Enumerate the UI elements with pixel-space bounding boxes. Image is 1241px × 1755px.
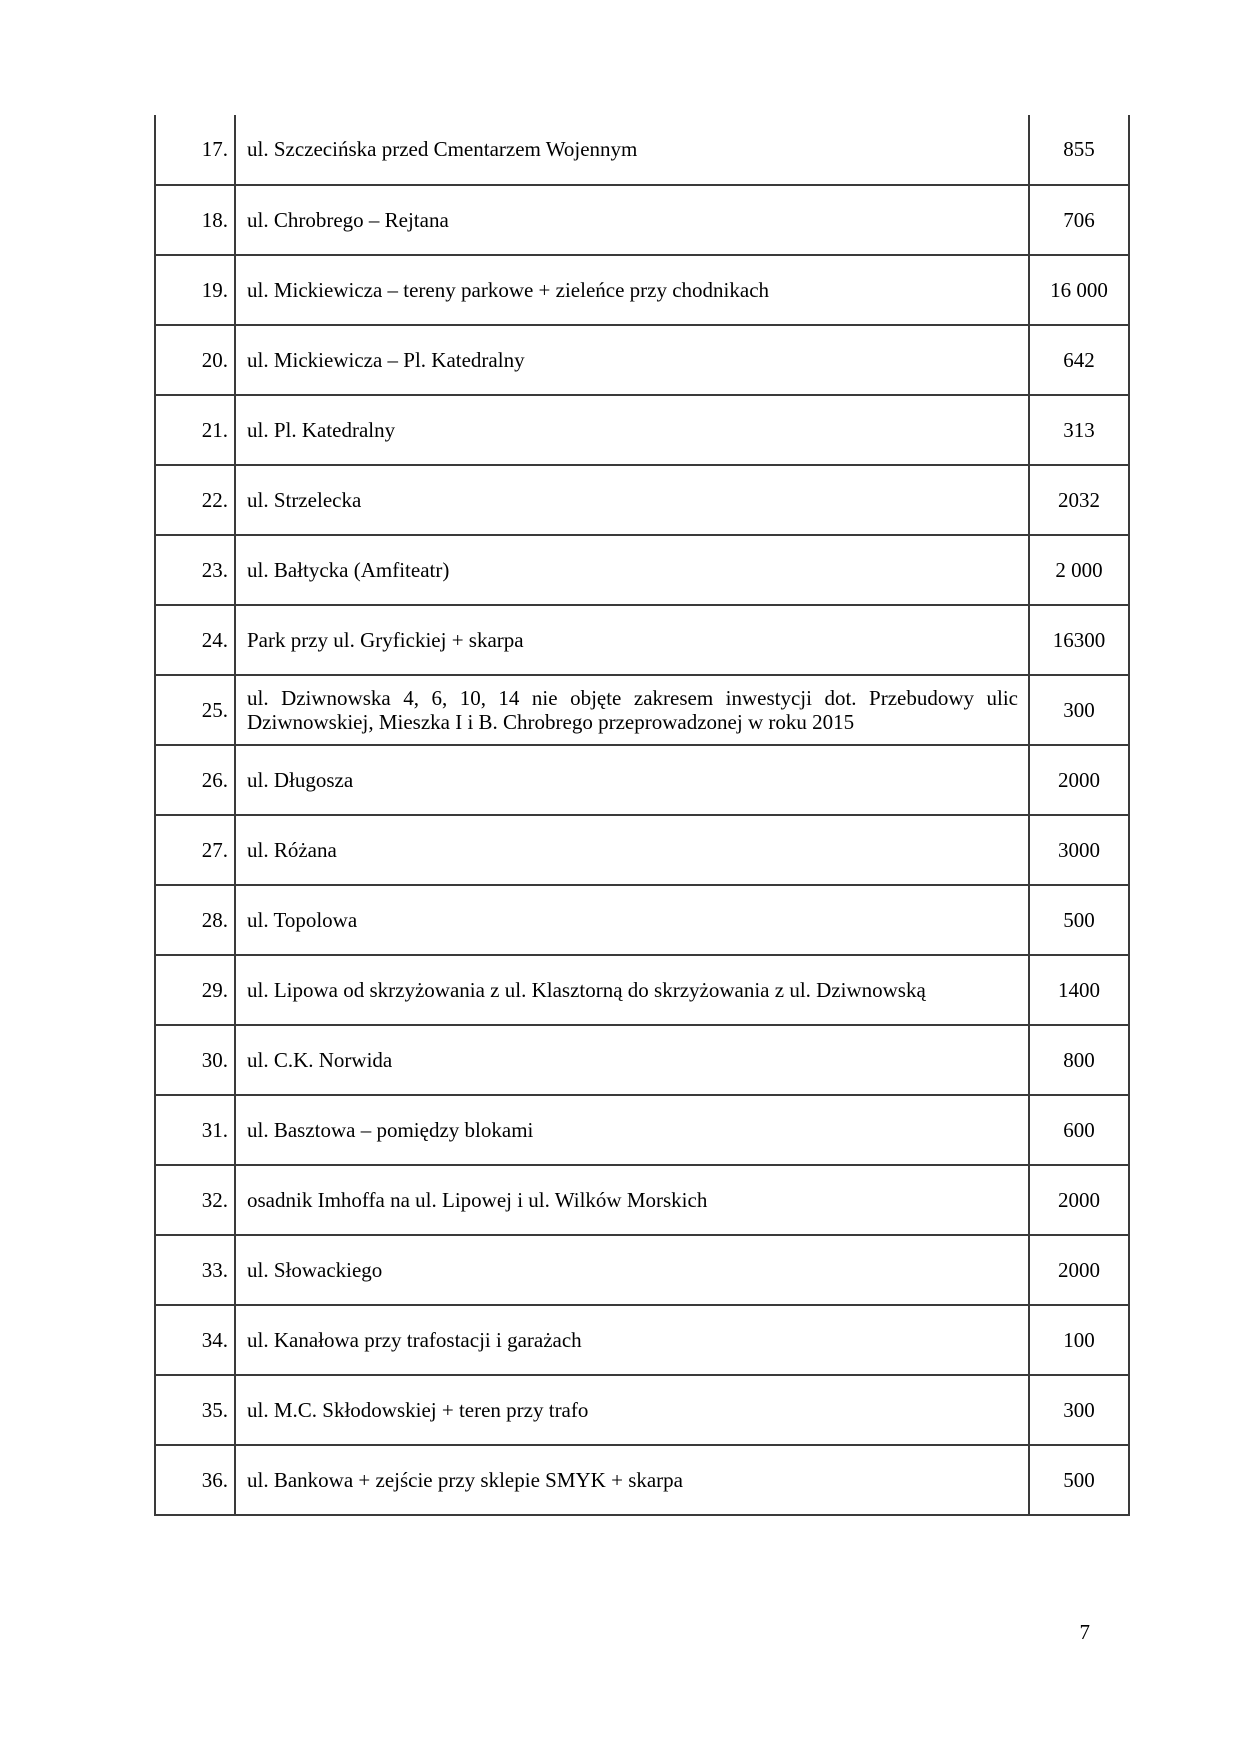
row-number-cell: 18.	[155, 185, 235, 255]
row-number-cell: 22.	[155, 465, 235, 535]
area-value-cell: 706	[1029, 185, 1129, 255]
location-description-cell: ul. Różana	[235, 815, 1029, 885]
table-row	[155, 1375, 1129, 1445]
row-number-cell: 33.	[155, 1235, 235, 1305]
area-value-cell: 2 000	[1029, 535, 1129, 605]
row-number-cell: 20.	[155, 325, 235, 395]
table-row	[155, 605, 1129, 675]
table-row	[155, 115, 1129, 185]
row-number-cell: 17.	[155, 115, 235, 185]
area-value-cell: 500	[1029, 885, 1129, 955]
row-number-cell: 27.	[155, 815, 235, 885]
table-row	[155, 815, 1129, 885]
table-row	[155, 325, 1129, 395]
location-description-cell: ul. Mickiewicza – tereny parkowe + zieleńce przy chodnikach	[235, 255, 1029, 325]
area-value-cell: 16 000	[1029, 255, 1129, 325]
location-description-cell: ul. Strzelecka	[235, 465, 1029, 535]
table-row	[155, 1025, 1129, 1095]
maintenance-areas-table	[154, 115, 1130, 1516]
area-value-cell: 2032	[1029, 465, 1129, 535]
table-row	[155, 745, 1129, 815]
row-number-cell: 30.	[155, 1025, 235, 1095]
location-description-cell: ul. Słowackiego	[235, 1235, 1029, 1305]
area-value-cell: 2000	[1029, 1235, 1129, 1305]
table-row	[155, 535, 1129, 605]
location-description-cell: ul. Długosza	[235, 745, 1029, 815]
row-number-cell: 35.	[155, 1375, 235, 1445]
location-description-cell: ul. Mickiewicza – Pl. Katedralny	[235, 325, 1029, 395]
area-value-cell: 300	[1029, 1375, 1129, 1445]
row-number-cell: 26.	[155, 745, 235, 815]
row-number-cell: 24.	[155, 605, 235, 675]
table-row	[155, 185, 1129, 255]
area-value-cell: 300	[1029, 675, 1129, 745]
location-description-cell: ul. Dziwnowska 4, 6, 10, 14 nie objęte zakresem inwestycji dot. Przebudowy ulic Dziwnowskiej, Mieszka I i B. Chrobrego przeprowadzonej w roku 2015	[235, 675, 1029, 745]
location-description-cell: ul. M.C. Skłodowskiej + teren przy trafo	[235, 1375, 1029, 1445]
row-number-cell: 25.	[155, 675, 235, 745]
table-body	[155, 115, 1129, 1515]
location-description-cell: ul. Bałtycka (Amfiteatr)	[235, 535, 1029, 605]
row-number-cell: 23.	[155, 535, 235, 605]
table-row	[155, 1095, 1129, 1165]
table-row	[155, 1165, 1129, 1235]
area-value-cell: 600	[1029, 1095, 1129, 1165]
location-description-cell: ul. Kanałowa przy trafostacji i garażach	[235, 1305, 1029, 1375]
row-number-cell: 32.	[155, 1165, 235, 1235]
table-row	[155, 1445, 1129, 1515]
location-description-cell: osadnik Imhoffa na ul. Lipowej i ul. Wilków Morskich	[235, 1165, 1029, 1235]
row-number-cell: 21.	[155, 395, 235, 465]
area-value-cell: 2000	[1029, 745, 1129, 815]
page-number: 7	[1079, 1620, 1090, 1644]
location-description-cell: ul. Basztowa – pomiędzy blokami	[235, 1095, 1029, 1165]
row-number-cell: 28.	[155, 885, 235, 955]
location-description-cell: ul. C.K. Norwida	[235, 1025, 1029, 1095]
row-number-cell: 34.	[155, 1305, 235, 1375]
table-row	[155, 1305, 1129, 1375]
row-number-cell: 29.	[155, 955, 235, 1025]
table-row	[155, 955, 1129, 1025]
row-number-cell: 19.	[155, 255, 235, 325]
location-description-cell: ul. Pl. Katedralny	[235, 395, 1029, 465]
row-number-cell: 36.	[155, 1445, 235, 1515]
location-description-cell: ul. Bankowa + zejście przy sklepie SMYK + skarpa	[235, 1445, 1029, 1515]
location-description-cell: Park przy ul. Gryfickiej + skarpa	[235, 605, 1029, 675]
table-row	[155, 255, 1129, 325]
area-value-cell: 642	[1029, 325, 1129, 395]
area-value-cell: 855	[1029, 115, 1129, 185]
area-value-cell: 100	[1029, 1305, 1129, 1375]
location-description-cell: ul. Szczecińska przed Cmentarzem Wojennym	[235, 115, 1029, 185]
area-value-cell: 16300	[1029, 605, 1129, 675]
table-row	[155, 675, 1129, 745]
location-description-cell: ul. Topolowa	[235, 885, 1029, 955]
area-value-cell: 2000	[1029, 1165, 1129, 1235]
location-description-cell: ul. Chrobrego – Rejtana	[235, 185, 1029, 255]
row-number-cell: 31.	[155, 1095, 235, 1165]
area-value-cell: 313	[1029, 395, 1129, 465]
table-row	[155, 1235, 1129, 1305]
table-row	[155, 395, 1129, 465]
table-row	[155, 465, 1129, 535]
location-description-cell: ul. Lipowa od skrzyżowania z ul. Klasztorną do skrzyżowania z ul. Dziwnowską	[235, 955, 1029, 1025]
area-value-cell: 500	[1029, 1445, 1129, 1515]
area-value-cell: 1400	[1029, 955, 1129, 1025]
table-row	[155, 885, 1129, 955]
area-value-cell: 800	[1029, 1025, 1129, 1095]
area-value-cell: 3000	[1029, 815, 1129, 885]
